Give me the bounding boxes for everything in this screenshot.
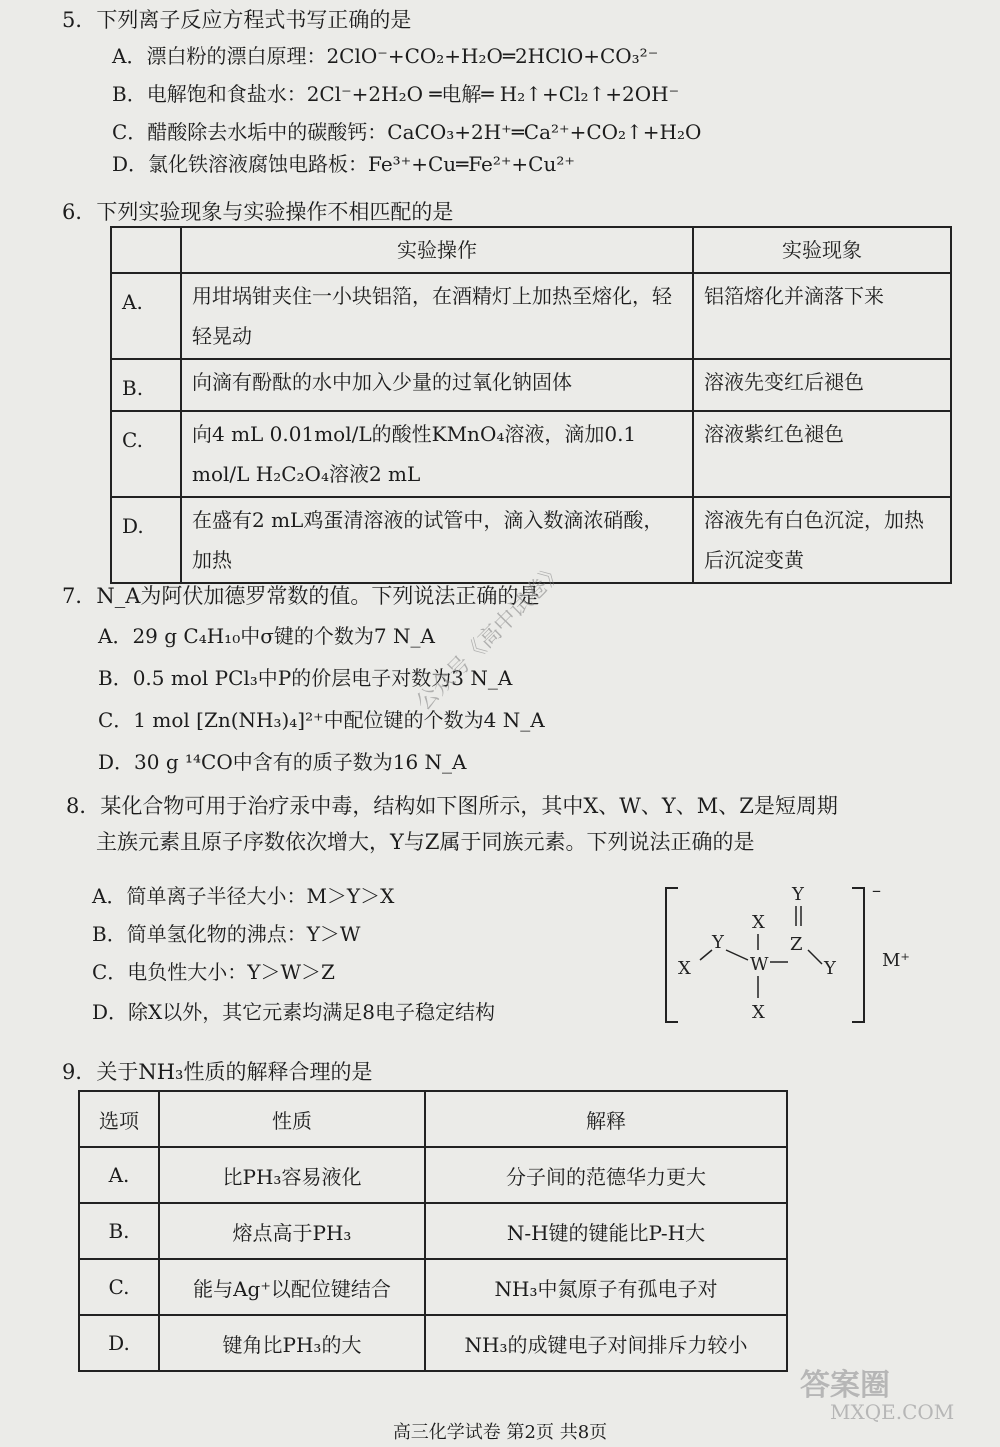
q5-stem: 5．下列离子反应方程式书写正确的是 bbox=[62, 8, 412, 32]
table-row bbox=[79, 1147, 787, 1203]
q8-stem-line1: 8．某化合物可用于治疗汞中毒，结构如下图所示，其中X、W、Y、M、Z是短周期 bbox=[66, 794, 838, 818]
q9-table bbox=[78, 1090, 788, 1372]
svg-text:Y: Y bbox=[824, 958, 836, 979]
q9-row-property: 比PH₃容易液化 bbox=[159, 1147, 425, 1203]
q5-option-d: D．氯化铁溶液腐蚀电路板：Fe³⁺+Cu═Fe²⁺+Cu²⁺ bbox=[112, 152, 575, 176]
table-row bbox=[111, 359, 951, 411]
q9-row-label: A. bbox=[79, 1147, 159, 1203]
q9-header-property: 性质 bbox=[159, 1091, 425, 1147]
q9-row-explanation: NH₃的成键电子对间排斥力较小 bbox=[425, 1315, 787, 1371]
table-row bbox=[79, 1315, 787, 1371]
table-row bbox=[79, 1203, 787, 1259]
svg-text:Y: Y bbox=[712, 932, 724, 953]
q9-row-property: 能与Ag⁺以配位键结合 bbox=[159, 1259, 425, 1315]
svg-text:X: X bbox=[752, 912, 765, 933]
q7-stem: 7．N_A为阿伏加德罗常数的值。下列说法正确的是 bbox=[62, 584, 540, 608]
q9-row-property: 键角比PH₃的大 bbox=[159, 1315, 425, 1371]
table-row bbox=[111, 411, 951, 497]
svg-text:Z: Z bbox=[790, 934, 803, 955]
q6-row-operation: 向4 mL 0.01mol/L的酸性KMnO₄溶液，滴加0.1 mol/L H₂C₂O₄溶液2 mL bbox=[181, 411, 693, 497]
q9-row-property: 熔点高于PH₃ bbox=[159, 1203, 425, 1259]
q9-row-explanation: N-H键的键能比P-H大 bbox=[425, 1203, 787, 1259]
q6-row-operation: 用坩埚钳夹住一小块铝箔，在酒精灯上加热至熔化，轻轻晃动 bbox=[181, 273, 693, 359]
q9-row-label: B. bbox=[79, 1203, 159, 1259]
svg-text:M⁺: M⁺ bbox=[882, 950, 910, 971]
q9-row-label: C. bbox=[79, 1259, 159, 1315]
q8-stem-line2: 主族元素且原子序数依次增大，Y与Z属于同族元素。下列说法正确的是 bbox=[96, 830, 755, 854]
q6-stem: 6．下列实验现象与实验操作不相匹配的是 bbox=[62, 200, 454, 224]
q7-option-d: D．30 g ¹⁴CO中含有的质子数为16 N_A bbox=[98, 750, 467, 774]
q9-stem: 9．关于NH₃性质的解释合理的是 bbox=[62, 1060, 373, 1084]
svg-text:Y: Y bbox=[792, 884, 804, 905]
q6-row-operation: 在盛有2 mL鸡蛋清溶液的试管中，滴入数滴浓硝酸，加热 bbox=[181, 497, 693, 583]
q5-option-b: B．电解饱和食盐水：2Cl⁻+2H₂O ═电解═ H₂↑+Cl₂↑+2OH⁻ bbox=[112, 82, 680, 106]
q6-table bbox=[110, 226, 952, 584]
q6-row-label: B. bbox=[111, 359, 181, 411]
page-footer: 高三化学试卷 第2页 共8页 bbox=[392, 1422, 608, 1443]
table-row bbox=[79, 1091, 787, 1147]
svg-text:–: – bbox=[872, 880, 881, 901]
q6-row-label: D. bbox=[111, 497, 181, 583]
svg-text:W: W bbox=[750, 954, 769, 975]
table-row bbox=[111, 227, 951, 273]
q8-structure-diagram bbox=[660, 880, 920, 1030]
q6-header-operation: 实验操作 bbox=[181, 227, 693, 273]
q7-option-b: B．0.5 mol PCl₃中P的价层电子对数为3 N_A bbox=[98, 666, 513, 690]
q7-option-c: C．1 mol [Zn(NH₃)₄]²⁺中配位键的个数为4 N_A bbox=[98, 708, 545, 732]
q6-row-phenomenon: 铝箔熔化并滴落下来 bbox=[693, 273, 951, 359]
table-row bbox=[111, 273, 951, 359]
site-logo-url: MXQE.COM bbox=[830, 1400, 955, 1424]
q9-row-label: D. bbox=[79, 1315, 159, 1371]
q7-option-a: A．29 g C₄H₁₀中σ键的个数为7 N_A bbox=[98, 624, 435, 648]
q9-header-option: 选项 bbox=[79, 1091, 159, 1147]
q9-header-explanation: 解释 bbox=[425, 1091, 787, 1147]
svg-text:X: X bbox=[678, 958, 691, 979]
site-logo: 答案圈 bbox=[800, 1368, 890, 1403]
q6-row-phenomenon: 溶液先变红后褪色 bbox=[693, 359, 951, 411]
q6-row-phenomenon: 溶液紫红色褪色 bbox=[693, 411, 951, 497]
watermark-text: 公众号《高中试卷》 bbox=[411, 558, 570, 716]
q8-option-b: B．简单氢化物的沸点：Y＞W bbox=[92, 922, 361, 946]
q6-header-phenomenon: 实验现象 bbox=[693, 227, 951, 273]
q6-row-label: A. bbox=[111, 273, 181, 359]
q8-option-c: C．电负性大小：Y＞W＞Z bbox=[92, 960, 335, 984]
table-row bbox=[79, 1259, 787, 1315]
q6-row-operation: 向滴有酚酞的水中加入少量的过氧化钠固体 bbox=[181, 359, 693, 411]
svg-text:X: X bbox=[752, 1002, 765, 1023]
q5-option-a: A．漂白粉的漂白原理：2ClO⁻+CO₂+H₂O═2HClO+CO₃²⁻ bbox=[112, 44, 659, 68]
q5-option-c: C．醋酸除去水垢中的碳酸钙：CaCO₃+2H⁺═Ca²⁺+CO₂↑+H₂O bbox=[112, 120, 702, 144]
q9-row-explanation: 分子间的范德华力更大 bbox=[425, 1147, 787, 1203]
q6-row-phenomenon: 溶液先有白色沉淀，加热后沉淀变黄 bbox=[693, 497, 951, 583]
q8-option-a: A．简单离子半径大小：M＞Y＞X bbox=[92, 884, 395, 908]
q8-option-d: D．除X以外，其它元素均满足8电子稳定结构 bbox=[92, 1000, 495, 1024]
q9-row-explanation: NH₃中氮原子有孤电子对 bbox=[425, 1259, 787, 1315]
q6-row-label: C. bbox=[111, 411, 181, 497]
